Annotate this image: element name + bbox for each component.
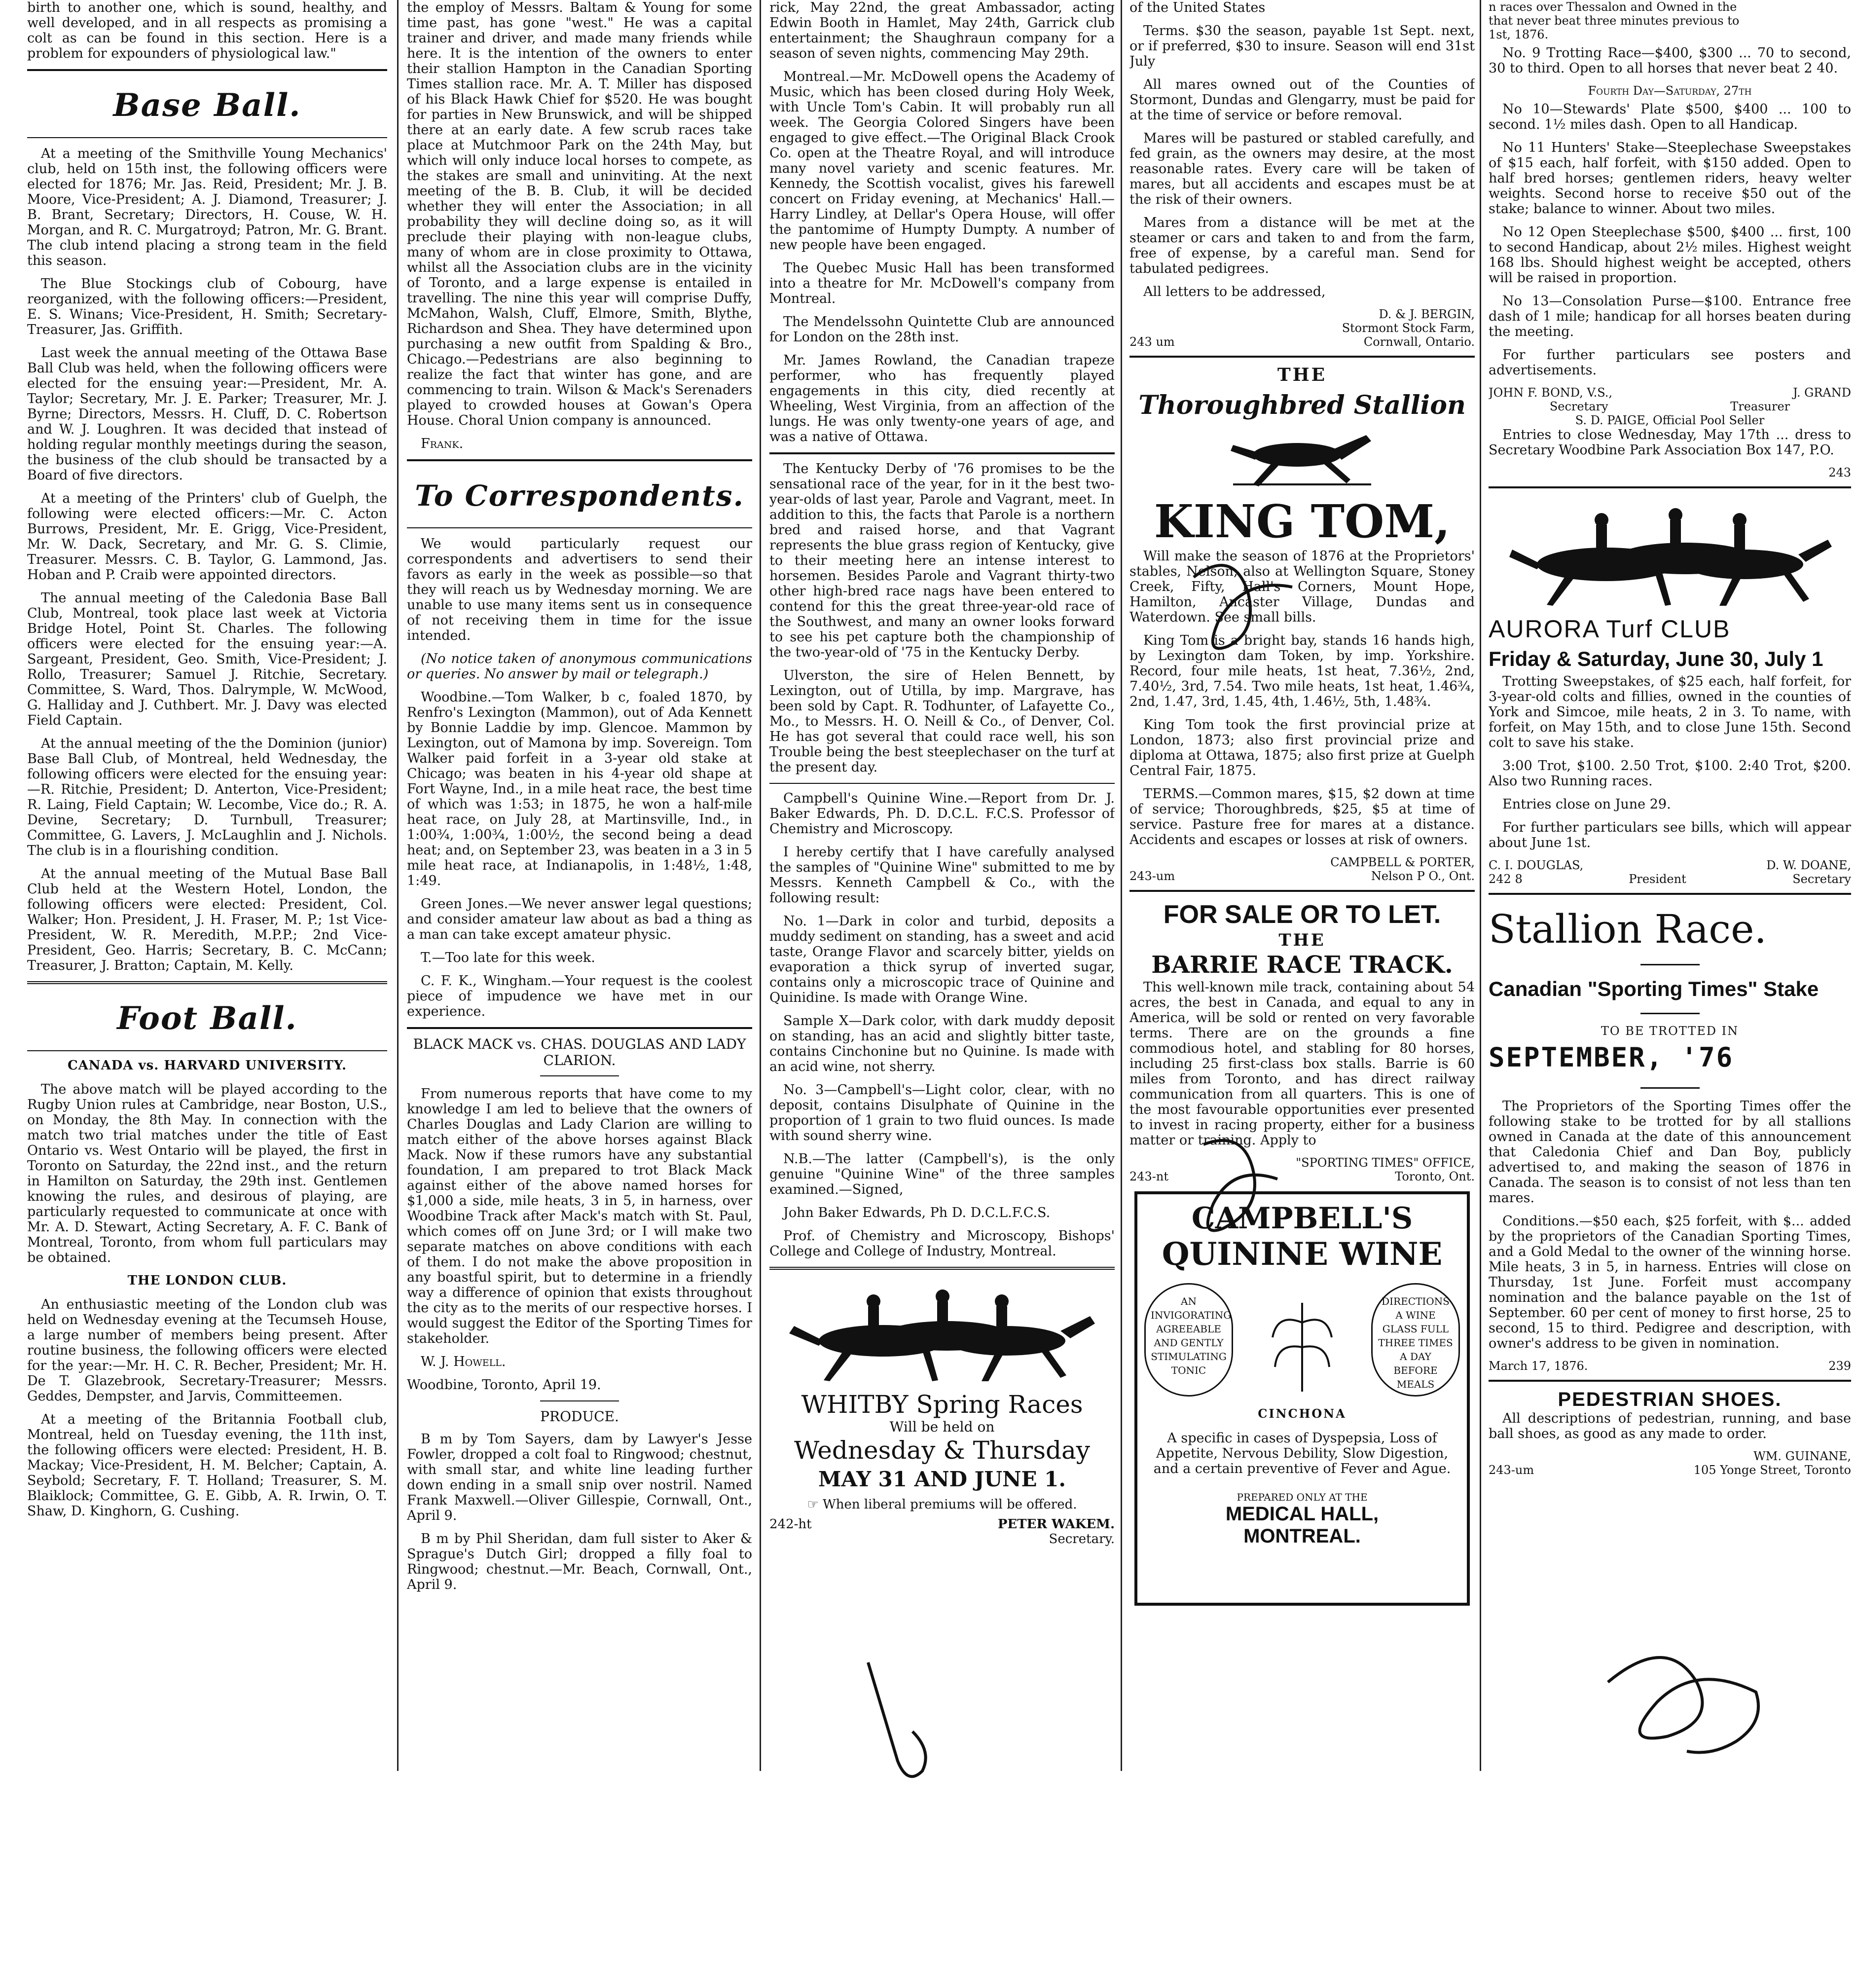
race-entry: No. 9 Trotting Race—$400, $300 ... 70 to second, 30 to third. Open to all horses that never beat 2 40. <box>1489 45 1851 76</box>
divider <box>769 1267 1115 1270</box>
ad-title: PEDESTRIAN SHOES. <box>1558 1389 1782 1410</box>
article-paragraph: N.B.—The latter (Campbell's), is the only genuine "Quinine Wine" of the three samples examined.—Signed, <box>769 1151 1115 1197</box>
divider <box>407 1027 752 1029</box>
running-horse-icon <box>1223 425 1381 489</box>
article-paragraph: I hereby certify that I have carefully analysed the samples of "Quinine Wine" submitted to me by Messrs. Kenneth Campbell & Co., with the following result: <box>769 845 1115 906</box>
ad-text: For further particulars see bills, which will appear about June 1st. <box>1489 820 1851 850</box>
ad-signature: "SPORTING TIMES" OFFICE, <box>1296 1156 1475 1170</box>
divider <box>1129 356 1475 358</box>
ad-text: ☞ When liberal premiums will be offered. <box>807 1497 1077 1512</box>
article-paragraph: No. 3—Campbell's—Light color, clear, with no deposit, contains Disulphate of Quinine in the proportion of 1 grain to two fluid ounces. Is made with sound sherry wine. <box>769 1082 1115 1143</box>
ad-date: March 17, 1876. <box>1489 1359 1588 1373</box>
section-heading: To Correspondents. <box>415 479 744 513</box>
article-paragraph: At the annual meeting of the Mutual Base Ball Club held at the Western Hotel, London, the following officers were elected: President, Col. Walker; Hon. President, J. H. Fraser, M. P.; 1st Vice-President, W. R. Meredith, M.P.P.; 2nd Vice-President, Geo. Harris; Secretary, B. C. McCann; Treasurer, J. Bratton; Captain, M. Kelly. <box>27 866 387 973</box>
article-paragraph: At a meeting of the Printers' club of Guelph, the following were elected officers:—Mr. C. Acton Burrows, President, Mr. E. Grigg, Vice-President, Mr. W. Dack, Secretary, and Mr. G. S. Climie, Treasurer. Messrs. C. B. Taylor, G. Lammond, Jas. Hoban and P. Craib were appointed directors. <box>27 491 387 583</box>
notice: (No notice taken of anonymous communications or queries. No answer by mail or telegraph.) <box>407 651 752 682</box>
racing-horses-engraving <box>784 1277 1100 1385</box>
ad-signature: D. & J. BERGIN, <box>1379 307 1475 321</box>
article-paragraph: The Quebec Music Hall has been transformed into a theatre for Mr. McDowell's company from Montreal. <box>769 260 1115 306</box>
article-paragraph: At a meeting of the Smithville Young Mechanics' club, held on 15th inst, the following officers were elected for 1876; Mr. Jas. Reid, President; Mr. J. B. Moore, Vice-President; A. J. Diamond, Treasurer; J. B. Brant, Secretary; Directors, H. Couse, W. H. Morgan, and R. C. Murgatroyd; Patron, Mr. G. Brant. The club intend placing a strong team in the field this season. <box>27 146 387 268</box>
article-paragraph: We would particularly request our correspondents and advertisers to send their favors as early in the week as possible—so that they will reach us by Wednesday morning. We are unable to use many items sent us in consequence of not receiving them in time for the issue intended. <box>407 536 752 643</box>
cinchona-plant-illustration <box>1258 1283 1347 1397</box>
ad-title: QUININE WINE <box>1162 1236 1443 1273</box>
subheading: THE LONDON CLUB. <box>127 1273 287 1288</box>
ad-text: 3:00 Trot, $100. 2.50 Trot, $100. 2:40 Trot, $200. Also two Running races. <box>1489 758 1851 789</box>
ad-text: King Tom took the first provincial prize at London, 1873; also first provincial prize and diploma at Ottawa, 1875; also first prize at Guelph Central Fair, 1875. <box>1129 717 1475 778</box>
article-paragraph: At the annual meeting of the the Dominion (junior) Base Ball Club, of Montreal, held Wednesday, the following officers were elected for the ensuing year:—R. Ritchie, President; D. Anterton, Vice-President; R. Laing, Field Captain; W. Lecombe, Vice do.; R. A. Devine, Secretary; D. Turnbull, Treasurer; Committee, G. Lavers, J. McLaughlin and J. Nichols. The club is in a flourishing condition. <box>27 736 387 858</box>
column-4 <box>1129 0 1475 1766</box>
divider <box>1489 1380 1851 1382</box>
ad-text: Will be held on <box>889 1419 995 1435</box>
divider <box>1489 893 1851 895</box>
ad-code: 243-um <box>1129 869 1175 883</box>
ad-address: Nelson P O., Ont. <box>1371 869 1475 883</box>
handwritten-scribble <box>1174 1125 1302 1253</box>
divider <box>407 459 752 461</box>
article-paragraph: Mr. James Rowland, the Canadian trapeze performer, who has frequently played engagements in this city, died recently at Wheeling, West Virginia, from an affection of the lungs. He was only twenty-one years of age, and was a native of Ottawa. <box>769 353 1115 444</box>
article-paragraph: No. 1—Dark in color and turbid, deposits a muddy sediment on standing, has a sweet and acid taste, Orange Flavor and scarcely bitter, yields on evaporation a thick syrup of inverted sugar, contains only a microscopic trace of Quinine and Quinidine. Is made with Orange Wine. <box>769 914 1115 1005</box>
article-paragraph: T.—Too late for this week. <box>421 950 595 965</box>
ad-kicker: THE <box>1278 930 1326 950</box>
ad-kicker: THE <box>1277 365 1327 385</box>
section-heading: Base Ball. <box>113 87 301 124</box>
article-paragraph: The Blue Stockings club of Cobourg, have reorganized, with the following officers:—President, E. S. Winans; Vice-President, H. Smith; Secretary-Treasurer, Jas. Griffith. <box>27 276 387 337</box>
ad-role: Secretary. <box>1049 1532 1115 1546</box>
divider <box>1640 1013 1700 1014</box>
ad-address: Toronto, Ont. <box>1395 1170 1475 1183</box>
ad-text: PREPARED ONLY AT THE <box>1237 1491 1368 1503</box>
ad-text: TERMS.—Common mares, $15, $2 down at time of service; Thoroughbreds, $25, $5 at time of service. Pasture free for mares at a distance. Accidents and escapes or losses at risk of owners. <box>1129 786 1475 847</box>
divider <box>540 1075 619 1076</box>
column-rule <box>1121 0 1122 1771</box>
divider <box>1489 486 1851 488</box>
ad-text: All mares owned out of the Counties of Stormont, Dundas and Glengarry, must be paid for at the time of service or before removal. <box>1129 77 1475 123</box>
ad-text: A specific in cases of Dyspepsia, Loss of Appetite, Nervous Debility, Slow Digestion, and a certain preventive of Fever and Ague. <box>1153 1431 1451 1476</box>
ad-title: Stallion Race. <box>1489 906 1767 952</box>
ad-text: All descriptions of pedestrian, running, and base ball shoes, as good as any made to order. <box>1489 1411 1851 1441</box>
ad-subtitle: Canadian "Sporting Times" Stake <box>1489 977 1819 1000</box>
ad-title: Friday & Saturday, June 30, July 1 <box>1489 647 1823 670</box>
ad-text: Will make the season of 1876 at the Proprietors' stables, Nelson; also at Wellington Square, Stoney Creek, Fifty, Hall's Corners, Mount Hope, Hamilton, Ancaster Village, Dundas and Waterdown. See small bills. <box>1129 549 1475 625</box>
ad-code: 243-nt <box>1129 1170 1169 1183</box>
dateline: Woodbine, Toronto, April 19. <box>407 1377 601 1393</box>
article-paragraph: The annual meeting of the Caledonia Base Ball Club, Montreal, took place last week at Victoria Bridge Hotel, Point St. Charles. The following officers were elected for the ensuing year:—A. Sargeant, President, Geo. Smith, Vice-President; J. Rollo, Treasurer; Samuel J. Ritchie, Secretary. Committee, S. Ward, Thos. Dalrymple, W. McWood, G. Halliday and J. Cuthbert. Mr. J. Davy was elected Field Captain. <box>27 590 387 728</box>
article-paragraph: C. F. K., Wingham.—Your request is the coolest piece of impudence we have met in our experience. <box>407 973 752 1019</box>
race-day: Fourth Day—Saturday, 27th <box>1588 84 1752 98</box>
article-paragraph: An enthusiastic meeting of the London club was held on Wednesday evening at the Tecumseh House, a large number of members being present. After routine business, the following officers were elected for the year:—Mr. H. C. R. Becher, President; Mr. H. De T. Glazebrook, Secretary-Treasurer; Messrs. Geddes, Dempster, and Jarvis, Committeemen. <box>27 1297 387 1404</box>
divider <box>27 1050 387 1051</box>
ad-text: Terms. $30 the season, payable 1st Sept. next, or if preferred, $30 to insure. Season will end 31st July <box>1129 23 1475 69</box>
divider <box>27 137 387 138</box>
ad-signature: WM. GUINANE, <box>1753 1449 1851 1463</box>
divider <box>769 783 1115 784</box>
article-paragraph: From numerous reports that have come to my knowledge I am led to believe that the owners of Charles Douglas and Lady Clarion are willing to match either of the above horses against Black Mack. Now if these rumors have any substantial foundation, I am prepared to trot Black Mack against either of the above named horses for $1,000 a side, mile heats, 3 in 5, in harness, over Woodbine Track after Mack's match with St. Paul, which comes off on June 3rd; or I will make two separate matches on above conditions with each of them. I do not make the above proposition in any boastful spirit, but to determine in a friendly way a difference of opinion that exists throughout the city as to the merits of our respective horses. I would suggest the Editor of the Sporting Times for stakeholder. <box>407 1086 752 1346</box>
ad-signature: D. W. DOANE, <box>1766 858 1851 872</box>
ad-text: Entries to close Wednesday, May 17th ... dress to Secretary Woodbine Park Association Box 147, P.O. <box>1489 427 1851 458</box>
ad-signature: CAMPBELL & PORTER, <box>1330 855 1475 869</box>
race-entry: No 11 Hunters' Stake—Steeplechase Sweepstakes of $15 each, half forfeit, with $150 added. Open to half bred horses; gentlemen riders, heavy welter weights. Second horse to receive $50 out of the stake; balance to winner. About two miles. <box>1489 140 1851 217</box>
article-paragraph: The above match will be played according to the Rugby Union rules at Cambridge, near Boston, U.S., on Monday, the 8th May. In connection with the match two trial matches under the title of East Ontario vs. West Ontario will be played, the first in Toronto on Saturday, the 22nd inst., and the return in Hamilton on Saturday, the 29th inst. Gentlemen knowing the rules, and desirous of playing, are particularly requested to communicate at once with Mr. A. D. Stewart, Acting Secretary, A. F. C. Bank of Montreal, Toronto, from whom full particulars may be obtained. <box>27 1082 387 1265</box>
article-text: birth to another one, which is sound, healthy, and well developed, and in all respects as promising a colt as can be found in this section. Here is a problem for expounders of physiological law." <box>27 0 387 61</box>
divider <box>769 452 1115 454</box>
article-paragraph: At a meeting of the Britannia Football club, Montreal, held on Tuesday evening, the 11th inst, the following officers were elected: President, H. B. Mackay; Vice-President, H. M. Belcher; Captain, A. Seybold; Secretary, F. T. Holland; Treasurer, S. M. Blaiklock; Committee, G. E. Gibb, A. R. Irwin, O. T. Shaw, D. Kinghorn, G. Cushing. <box>27 1412 387 1519</box>
article-paragraph: B m by Tom Sayers, dam by Lawyer's Jesse Fowler, dropped a colt foal to Ringwood; chestnut, with small star, and white line leading further down ending in a small snip over nostril. Named Frank Maxwell.—Oliver Gillespie, Cornwall, Ont., April 9. <box>407 1432 752 1523</box>
ad-text: 1st, 1876. <box>1489 28 1549 41</box>
article-paragraph: Woodbine.—Tom Walker, b c, foaled 1870, by Renfro's Lexington (Mammon), out of Ada Kennett by Bonnie Laddie by imp. Glencoe. Mammon by Lexington, out of Mamona by imp. Sovereign. Tom Walker paid forfeit in a 3-year old stake at Chicago; was beaten in his 4-year old shape at Fort Wayne, Ind., in a mile heat race, the best time of which was 1:53; in 1875, he won a half-mile heat race, on July 28, at Martinsville, Ind., in 1:00¾, 1:00¾, 1:00½, the second being a dead heat; and, on September 23, was beaten in a 3 in 5 mile heat race, at Indianapolis, in 1:48½, 1:48, 1:49. <box>407 690 752 888</box>
race-entry: No 10—Stewards' Plate $500, $400 ... 100 to second. 1½ miles dash. Open to all Handicap. <box>1489 102 1851 132</box>
ad-address: 105 Yonge Street, Toronto <box>1693 1463 1851 1477</box>
handwritten-scribble <box>1588 1643 1776 1771</box>
ad-code: 243 <box>1828 466 1851 479</box>
ad-role: Secretary <box>1792 872 1851 886</box>
article-paragraph: Green Jones.—We never answer legal questions; and consider amateur law about as bad a thing as a man can take except amateur physic. <box>407 896 752 942</box>
ad-code: 243-um <box>1489 1463 1534 1477</box>
ad-text: of the United States <box>1129 0 1266 15</box>
ad-title: MEDICAL HALL, <box>1225 1503 1379 1525</box>
ad-text: This well-known mile track, containing about 54 acres, the best in Canada, and equal to any in America, will be sold or rented on very favorable terms. There are on the grounds a fine commodious hotel, and stabling for 80 horses, including 25 first-class box stalls. Barrie is 60 miles from Toronto, and has direct railway communication from all quarters. This is one of the most favourable opportunities ever presented to invest in racing property, either for a business matter or training. Apply to <box>1129 980 1475 1148</box>
signature: W. J. Howell. <box>421 1354 506 1369</box>
ad-title: Wednesday & Thursday <box>794 1436 1091 1465</box>
article-title: BLACK MACK vs. CHAS. DOUGLAS AND LADY CLARION. <box>413 1036 746 1068</box>
ad-title: MONTREAL. <box>1243 1525 1361 1547</box>
ad-badge-right: DIRECTIONS A WINE GLASS FULL THREE TIMES A DAY BEFORE MEALS <box>1371 1283 1460 1397</box>
ad-text: Conditions.—$50 each, $25 forfeit, with $... added by the proprietors of the Canadian Sporting Times, and a Gold Medal to the owner of the winning horse. Mile heats, 3 in 5, in harness. Entries will close on Thursday, 1st June. Forfeit must accompany nomination and the balance payable on the 1st of September. 60 per cent of money to first horse, 25 to second, 15 to third. Pedigree and description, with owner's address to be given in nomination. <box>1489 1214 1851 1351</box>
subheading: CANADA vs. HARVARD UNIVERSITY. <box>67 1058 347 1073</box>
ad-text: For further particulars see posters and advertisements. <box>1489 347 1851 378</box>
ad-code: 242 8 <box>1489 872 1523 886</box>
ad-address: Cornwall, Ontario. <box>1363 335 1475 349</box>
ad-signature: S. D. PAIGE, Official Pool Seller <box>1575 413 1765 427</box>
handwritten-scribble <box>838 1653 967 1801</box>
plant-icon <box>1258 1283 1347 1397</box>
ad-signature: JOHN F. BOND, V.S., <box>1489 386 1613 400</box>
ad-title: AURORA Turf CLUB <box>1489 615 1731 643</box>
column-1 <box>27 0 387 1766</box>
ad-signature: J. GRAND <box>1793 386 1851 400</box>
ad-title: BARRIE RACE TRACK. <box>1151 951 1453 979</box>
ad-role: Secretary <box>1549 400 1608 413</box>
ad-text: The Proprietors of the Sporting Times offer the following stake to be trotted for by all stallions owned in Canada at the date of this announcement that Caledonia Chief and Dan Boy, publicly advertised to, and making the season of 1876 in Canada. The season is to consist of not less than ten mares. <box>1489 1099 1851 1206</box>
ad-title: KING TOM, <box>1154 495 1451 548</box>
ad-text: that never beat three minutes previous to <box>1489 14 1740 28</box>
handwritten-scribble <box>1174 548 1322 696</box>
ad-signature: PETER WAKEM. <box>997 1517 1115 1532</box>
column-rule <box>1480 0 1481 1771</box>
divider <box>1129 890 1475 892</box>
article-paragraph: Campbell's Quinine Wine.—Report from Dr. J. Baker Edwards, Ph. D. D.C.L. F.C.S. Professor of Chemistry and Microscopy. <box>769 791 1115 837</box>
ad-text: TO BE TROTTED IN <box>1601 1024 1739 1038</box>
ad-title: MAY 31 AND JUNE 1. <box>818 1467 1066 1491</box>
ad-title: CAMPBELL'S <box>1191 1201 1413 1236</box>
column-3 <box>769 0 1115 1766</box>
campbells-quinine-ad <box>1134 1191 1470 1606</box>
section-heading: Foot Ball. <box>117 1000 297 1037</box>
divider <box>407 527 752 528</box>
divider <box>27 69 387 71</box>
ad-text: Mares from a distance will be met at the steamer or cars and taken to and from the farm, free of expense, by a careful man. Send for tabulated pedigrees. <box>1129 215 1475 276</box>
signature-title: Prof. of Chemistry and Microscopy, Bishops' College and College of Industry, Montreal. <box>769 1228 1115 1259</box>
divider <box>540 1400 619 1401</box>
divider <box>1640 1087 1700 1089</box>
ad-role: President <box>1629 872 1686 886</box>
article-paragraph: The Mendelssohn Quintette Club are announced for London on the 28th inst. <box>769 314 1115 345</box>
race-entry: No 12 Open Steeplechase $500, $400 ... first, 100 to second Handicap, about 2½ miles. Highest weight 168 lbs. Should highest weight be accepted, others will be raised in proportion. <box>1489 224 1851 286</box>
ad-text: Mares will be pastured or stabled carefully, and fed grain, as the owners may desire, at the most reasonable rates. Every care will be taken of mares, but all accidents and escapes must be at the risk of their owners. <box>1129 131 1475 207</box>
race-entry: No 13—Consolation Purse—$100. Entrance free dash of 1 mile; handicap for all horses beaten during the meeting. <box>1489 294 1851 339</box>
ad-text: King Tom is a bright bay, stands 16 hands high, by Lexington dam Token, by imp. Yorkshire. Record, four mile heats, 1st heat, 7.36½, 2nd, 7.40½, 3rd, 7.54. Two mile heats, 1st heat, 1.46¾, 2nd, 1.47, 3rd, 1.45, 4th, 1.46½, 5th, 1.48¾. <box>1129 633 1475 709</box>
article-paragraph: Last week the annual meeting of the Ottawa Base Ball Club was held, when the following officers were elected for the ensuing year:—President, Mr. A. Taylor; Secretary, Mr. J. E. Parker; Treasurer, Mr. J. Byrne; Directors, Messrs. H. Cluff, D. C. Robertson and W. J. Loughren. It was decided that instead of holding regular monthly meetings during the season, the business of the club should be transacted by a Board of five directors. <box>27 345 387 483</box>
column-2 <box>407 0 752 1766</box>
column-rule <box>397 0 399 1771</box>
ad-address: Stormont Stock Farm, <box>1342 321 1475 335</box>
ad-role: Treasurer <box>1730 400 1790 413</box>
article-paragraph: Montreal.—Mr. McDowell opens the Academy of Music, which has been closed during Holy Week, with Uncle Tom's Cabin. It will probably run all week. The Georgia Colored Singers have been engaged to give effect.—The Original Black Crook Co. open at the Theatre Royal, and will introduce many novel variety and scenic features. Mr. Kennedy, the Scottish vocalist, gives his farewell concert on Friday evening, at Mechanics' Hall.—Harry Lindley, at Dellar's Opera House, will offer the pantomime of Humpty Dumpty. A number of new people have been engaged. <box>769 69 1115 253</box>
ad-title: WHITBY Spring Races <box>801 1390 1083 1419</box>
article-paragraph: Ulverston, the sire of Helen Bennett, by Lexington, out of Utilla, by imp. Margrave, has been sold by Capt. R. Todhunter, of Lafayette Co., Mo., to Messrs. H. O. Neill & Co., of Denver, Col. He has got several that could race well, his son Trouble being the best steeplechaser on the turf at the present day. <box>769 668 1115 775</box>
signature: Frank. <box>421 436 464 451</box>
ad-text: All letters to be addressed, <box>1143 284 1326 299</box>
column-5 <box>1489 0 1851 1766</box>
ad-signature: C. I. DOUGLAS, <box>1489 858 1584 872</box>
column-rule <box>760 0 761 1771</box>
article-paragraph: Sample X—Dark color, with dark muddy deposit on standing, has an acid and slightly bitter taste, contains Cinchonine but no Quinine. Is made with an acid wine, not sherry. <box>769 1013 1115 1074</box>
ad-badge-left: AN INVIGORATING AGREEABLE AND GENTLY STIMULATING TONIC <box>1144 1283 1233 1397</box>
divider <box>27 981 387 984</box>
ad-text: Entries close on June 29. <box>1502 797 1671 812</box>
racing-horses-engraving <box>1507 495 1833 609</box>
ad-code: 243 um <box>1129 335 1175 349</box>
divider <box>1640 964 1700 965</box>
ad-code: 239 <box>1828 1359 1851 1373</box>
signature: John Baker Edwards, Ph D. D.C.L.F.C.S. <box>783 1205 1051 1220</box>
article-paragraph: The Kentucky Derby of '76 promises to be the sensational race of the year, for in it the best two-year-olds of last year, Parole and Vagrant, meet. In addition to this, the facts that Parole is a northern bred and raised horse, and that Vagrant represents the blue grass region of Kentucky, give to their meeting here an intense interest to horsemen. Besides Parole and Vagrant thirty-two other high-bred race nags have been entered to contend for this the great three-year-old race of the Southwest, and many an owner looks forward to see his pet capture both the championship of the two-year-old of '75 in the Kentucky Derby. <box>769 461 1115 660</box>
article-text: the employ of Messrs. Baltam & Young for some time past, has gone "west." He was a capital trainer and driver, and made many friends while here. It is the intention of the owners to enter their stallion Hampton in the Canadian Sporting Times stallion race. Mr. A. T. Miller has disposed of his Black Hawk Chief for $520. He was bought for parties in New Brunswick, and will be shipped there at an early date. A few scrub races take place at Mutchmoor Park on the 24th May, but which will only induce local horses to compete, as the stakes are small and uninviting. At the next meeting of the B. B. Club, it will be decided whether they will enter the Association; in all probability they will decline doing so, as it will preclude their playing with non-league clubs, many of whom are in close proximity to Ottawa, whilst all the Association clubs are in the vicinity of Toronto, and a large expense is entailed in travelling. The nine this year will comprise Duffy, McMahon, Walsh, Cluff, Elmore, Smith, Blythe, Richardson and Shea. They have determined upon purchasing a new outfit from Spalding & Bro., Chicago.—Pedestrians are also beginning to realize the fact that winter has gone, and are commencing to train. Wilson & Mack's Serenaders played to crowded houses at Gowan's Opera House. Choral Union company is announced. <box>407 0 752 428</box>
ad-title: Thoroughbred Stallion <box>1138 390 1466 420</box>
ad-title: SEPTEMBER, '76 <box>1489 1042 1734 1073</box>
article-text: rick, May 22nd, the great Ambassador, acting Edwin Booth in Hamlet, May 24th, Garrick club entertainment; the Shaughraun company for a season of seven nights, commencing May 29th. <box>769 0 1115 61</box>
ad-text: Trotting Sweepstakes, of $25 each, half forfeit, for 3-year-old colts and fillies, owned in the counties of York and Simcoe, mile heats, 2 in 3. To name, with forfeit, on May 15th, and to close June 15th. Second colt to save his stake. <box>1489 674 1851 750</box>
ad-text: n races over Thessalon and Owned in the <box>1489 0 1737 14</box>
ad-code: 242-ht <box>769 1517 812 1532</box>
article-title: PRODUCE. <box>540 1408 619 1425</box>
ad-label: CINCHONA <box>1258 1406 1347 1421</box>
ad-title: FOR SALE OR TO LET. <box>1163 900 1441 929</box>
article-paragraph: B m by Phil Sheridan, dam full sister to Aker & Sprague's Dutch Girl; dropped a filly foal to Ringwood; chestnut.—Mr. Beach, Cornwall, Ont., April 9. <box>407 1531 752 1592</box>
